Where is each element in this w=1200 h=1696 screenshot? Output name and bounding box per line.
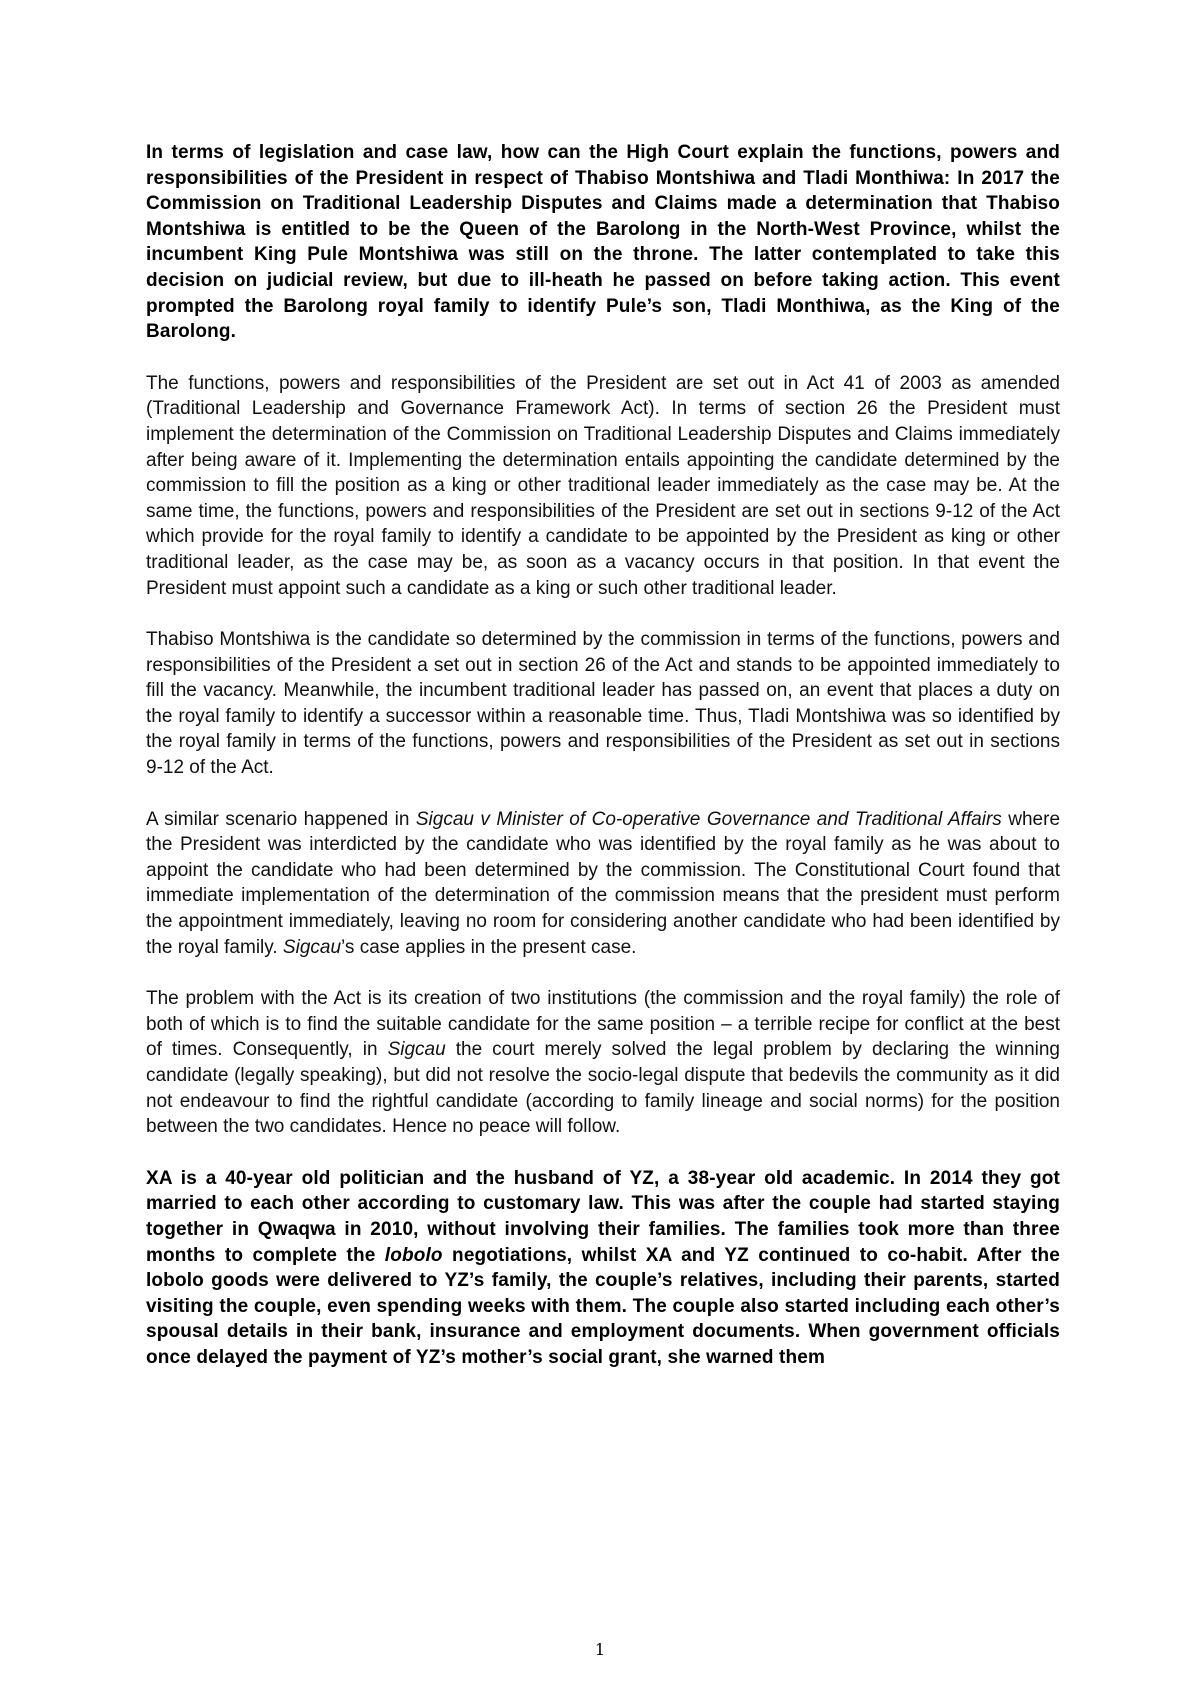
answer-paragraph-4 bbox=[146, 986, 1060, 1140]
case-citation-sigcau-short-2: Sigcau bbox=[387, 1039, 446, 1061]
term-lobolo: lobolo bbox=[384, 1244, 443, 1266]
case-citation-sigcau-full: Sigcau v Minister of Co-operative Governance and Traditional Affairs bbox=[415, 808, 1002, 830]
answer-paragraph-3-intro: A similar scenario happened in bbox=[146, 808, 416, 830]
question-two-paragraph bbox=[146, 1166, 1060, 1371]
question-two-end: negotiations, whilst XA and YZ continued to co-habit. After the lobolo goods were delivered to YZ’s family, the couple’s relatives, including their parents, started visiting the couple, even spending weeks with them. The couple also started including each other’s spousal details in their bank, insurance and employment documents. When government officials once delayed the payment of YZ’s mother’s social grant, she warned them bbox=[146, 1244, 1060, 1368]
answer-paragraph-4-end: the court merely solved the legal problem by declaring the winning candidate (legally speaking), but did not resolve the socio-legal dispute that bedevils the community as it did not endeavour to find the rightful candidate (according to family lineage and social norms) for the position between the two candidates. Hence no peace will follow. bbox=[146, 1039, 1060, 1138]
answer-paragraph-3-end: ’s case applies in the present case. bbox=[341, 936, 637, 958]
answer-paragraph-2: Thabiso Montshiwa is the candidate so determined by the commission in terms of the functions, powers and responsibilities of the President a set out in section 26 of the Act and stands to be appointed immediately to fill the vacancy. Meanwhile, the incumbent traditional leader has passed on, an event that places a duty on the royal family to identify a successor within a reasonable time. Thus, Tladi Montshiwa was so identified by the royal family in terms of the functions, powers and responsibilities of the President as set out in sections 9-12 of the Act. bbox=[146, 629, 1060, 779]
answer-paragraph-1: The functions, powers and responsibilities of the President are set out in Act 41 of 2003 as amended (Traditional Leadership and Governance Framework Act). In terms of section 26 the President must implement the determination of the Commission on Traditional Leadership Disputes and Claims immediately after being aware of it. Implementing the determination entails appointing the candidate determined by the commission to fill the position as a king or other traditional leader immediately as the case may be. At the same time, the functions, powers and responsibilities of the President are set out in sections 9-12 of the Act which provide for the royal family to identify a candidate to be appointed by the President as king or other traditional leader, as the case may be, as soon as a vacancy occurs in that position. In that event the President must appoint such a candidate as a king or such other traditional leader. bbox=[146, 372, 1060, 599]
page-number: 1 bbox=[594, 1640, 606, 1659]
case-citation-sigcau-short: Sigcau bbox=[282, 936, 342, 958]
answer-paragraph-3-body: where the President was interdicted by the candidate who was identified by the royal family as he was about to appoint the candidate who had been determined by the commission. The Constitutional Court found that immediate implementation of the determination of the commission means that the president must perform the appointment immediately, leaving no room for considering another candidate who had been identified by the royal family. bbox=[146, 808, 1061, 958]
question-one-paragraph: In terms of legislation and case law, how can the High Court explain the functions, powers and responsibilities of the President in respect of Thabiso Montshiwa and Tladi Monthiwa: In 2017 the Commission on Traditional Leadership Disputes and Claims made a determination that Thabiso Montshiwa is entitled to be the Queen of the Barolong in the North-West Province, whilst the incumbent King Pule Montshiwa was still on the throne. The latter contemplated to take this decision on judicial review, but due to ill-heath he passed on before taking action. This event prompted the Barolong royal family to identify Pule’s son, Tladi Monthiwa, as the King of the Barolong. bbox=[146, 142, 1060, 343]
answer-paragraph-4-intro: The problem with the Act is its creation of two institutions (the commission and the royal family) the role of both of which is to find the suitable candidate for the same position – a terrible recipe for conflict at the best of times. Consequently, in bbox=[146, 988, 1060, 1061]
document-body bbox=[146, 140, 1060, 1397]
answer-paragraph-3 bbox=[146, 807, 1060, 961]
question-two-intro: XA is a 40-year old politician and the husband of YZ, a 38-year old academic. In 2014 they got married to each other according to customary law. This was after the couple had started staying together in Qwaqwa in 2010, without involving their families. The families took more than three months to complete the bbox=[146, 1167, 1060, 1266]
